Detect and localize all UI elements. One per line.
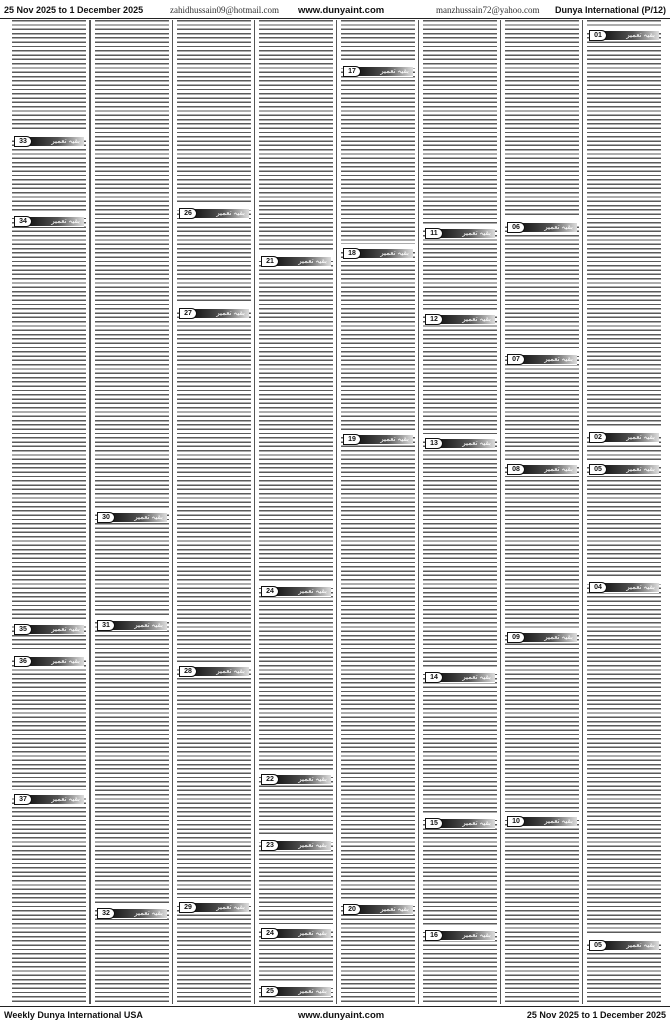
marker-label: بقیہ تعمیر <box>51 217 80 225</box>
marker-label: بقیہ تعمیر <box>298 987 327 995</box>
continuation-marker <box>179 666 249 677</box>
header-title: Dunya International (P/12) <box>554 5 666 15</box>
marker-label: بقیہ تعمیر <box>462 439 491 447</box>
continuation-marker <box>14 136 84 147</box>
header-website[interactable]: www.dunyaint.com <box>298 5 385 16</box>
marker-label: بقیہ تعمیر <box>380 435 409 443</box>
marker-label: بقیہ تعمیر <box>51 625 80 633</box>
article-columns <box>6 20 664 1004</box>
continuation-marker <box>261 586 331 597</box>
continuation-marker <box>425 314 495 325</box>
continuation-marker <box>589 432 659 443</box>
continuation-marker <box>589 582 659 593</box>
marker-number: 35 <box>14 624 32 635</box>
marker-label: بقیہ تعمیر <box>626 433 655 441</box>
marker-label: بقیہ تعمیر <box>544 817 573 825</box>
marker-label: بقیہ تعمیر <box>462 673 491 681</box>
marker-label: بقیہ تعمیر <box>216 667 245 675</box>
marker-number: 12 <box>425 314 443 325</box>
text-column <box>500 20 582 1004</box>
continuation-marker <box>261 774 331 785</box>
continuation-marker <box>261 986 331 997</box>
marker-number: 13 <box>425 438 443 449</box>
continuation-marker <box>261 256 331 267</box>
marker-number: 01 <box>589 30 607 41</box>
marker-number: 30 <box>97 512 115 523</box>
marker-label: بقیہ تعمیر <box>626 31 655 39</box>
marker-number: 22 <box>261 774 279 785</box>
marker-label: بقیہ تعمیر <box>134 909 163 917</box>
marker-label: بقیہ تعمیر <box>216 309 245 317</box>
marker-number: 29 <box>179 902 197 913</box>
continuation-marker <box>589 940 659 951</box>
footer-publication: Weekly Dunya International USA <box>4 1010 143 1020</box>
marker-label: بقیہ تعمیر <box>462 315 491 323</box>
marker-number: 32 <box>97 908 115 919</box>
marker-number: 11 <box>425 228 443 239</box>
marker-label: بقیہ تعمیر <box>462 229 491 237</box>
marker-label: بقیہ تعمیر <box>544 633 573 641</box>
marker-label: بقیہ تعمیر <box>544 355 573 363</box>
marker-number: 05 <box>589 464 607 475</box>
marker-label: بقیہ تعمیر <box>462 931 491 939</box>
marker-number: 37 <box>14 794 32 805</box>
continuation-marker <box>589 464 659 475</box>
continuation-marker <box>14 794 84 805</box>
continuation-marker <box>343 434 413 445</box>
marker-label: بقیہ تعمیر <box>380 249 409 257</box>
marker-label: بقیہ تعمیر <box>51 657 80 665</box>
continuation-marker <box>425 672 495 683</box>
marker-label: بقیہ تعمیر <box>298 929 327 937</box>
page-header <box>0 2 670 19</box>
marker-label: بقیہ تعمیر <box>51 795 80 803</box>
marker-label: بقیہ تعمیر <box>134 621 163 629</box>
continuation-marker <box>179 308 249 319</box>
marker-number: 07 <box>507 354 525 365</box>
continuation-marker <box>507 816 577 827</box>
continuation-marker <box>343 248 413 259</box>
continuation-marker <box>261 928 331 939</box>
text-column <box>582 20 664 1004</box>
continuation-marker <box>343 66 413 77</box>
marker-number: 24 <box>261 928 279 939</box>
marker-label: بقیہ تعمیر <box>298 775 327 783</box>
marker-number: 28 <box>179 666 197 677</box>
header-email-1[interactable]: zahidhussain09@hotmail.com <box>170 5 280 15</box>
marker-number: 09 <box>507 632 525 643</box>
text-column <box>172 20 254 1004</box>
marker-number: 31 <box>97 620 115 631</box>
marker-label: بقیہ تعمیر <box>626 465 655 473</box>
marker-number: 24 <box>261 586 279 597</box>
marker-number: 02 <box>589 432 607 443</box>
marker-number: 21 <box>261 256 279 267</box>
marker-number: 27 <box>179 308 197 319</box>
marker-number: 16 <box>425 930 443 941</box>
text-column <box>418 20 500 1004</box>
marker-label: بقیہ تعمیر <box>544 223 573 231</box>
marker-number: 17 <box>343 66 361 77</box>
continuation-marker <box>425 818 495 829</box>
continuation-marker <box>425 228 495 239</box>
text-column <box>90 20 172 1004</box>
continuation-marker <box>97 620 167 631</box>
marker-label: بقیہ تعمیر <box>626 583 655 591</box>
marker-label: بقیہ تعمیر <box>544 465 573 473</box>
page-footer <box>0 1006 670 1023</box>
continuation-marker <box>14 656 84 667</box>
marker-label: بقیہ تعمیر <box>134 513 163 521</box>
continuation-marker <box>507 632 577 643</box>
continuation-marker <box>507 464 577 475</box>
footer-date: 25 Nov 2025 to 1 December 2025 <box>526 1010 666 1020</box>
marker-label: بقیہ تعمیر <box>626 941 655 949</box>
continuation-marker <box>97 512 167 523</box>
continuation-marker <box>179 902 249 913</box>
header-email-2[interactable]: manzhussain72@yahoo.com <box>436 5 540 15</box>
marker-number: 06 <box>507 222 525 233</box>
marker-number: 33 <box>14 136 32 147</box>
marker-label: بقیہ تعمیر <box>298 587 327 595</box>
marker-number: 34 <box>14 216 32 227</box>
continuation-marker <box>343 904 413 915</box>
footer-website[interactable]: www.dunyaint.com <box>298 1010 385 1021</box>
marker-number: 19 <box>343 434 361 445</box>
marker-number: 15 <box>425 818 443 829</box>
continuation-marker <box>14 216 84 227</box>
continuation-marker <box>507 354 577 365</box>
continuation-marker <box>425 930 495 941</box>
text-column <box>8 20 90 1004</box>
header-date: 25 Nov 2025 to 1 December 2025 <box>4 5 144 15</box>
marker-number: 08 <box>507 464 525 475</box>
continuation-marker <box>507 222 577 233</box>
continuation-marker <box>14 624 84 635</box>
marker-label: بقیہ تعمیر <box>298 841 327 849</box>
text-column <box>254 20 336 1004</box>
marker-number: 14 <box>425 672 443 683</box>
text-column <box>336 20 418 1004</box>
marker-number: 04 <box>589 582 607 593</box>
continuation-marker <box>179 208 249 219</box>
continuation-marker <box>97 908 167 919</box>
marker-label: بقیہ تعمیر <box>51 137 80 145</box>
marker-number: 23 <box>261 840 279 851</box>
marker-number: 20 <box>343 904 361 915</box>
marker-label: بقیہ تعمیر <box>298 257 327 265</box>
marker-number: 18 <box>343 248 361 259</box>
marker-label: بقیہ تعمیر <box>216 903 245 911</box>
marker-label: بقیہ تعمیر <box>380 67 409 75</box>
continuation-marker <box>589 30 659 41</box>
continuation-marker <box>425 438 495 449</box>
marker-label: بقیہ تعمیر <box>462 819 491 827</box>
continuation-marker <box>261 840 331 851</box>
marker-number: 10 <box>507 816 525 827</box>
marker-label: بقیہ تعمیر <box>216 209 245 217</box>
marker-number: 26 <box>179 208 197 219</box>
marker-number: 05 <box>589 940 607 951</box>
marker-label: بقیہ تعمیر <box>380 905 409 913</box>
marker-number: 36 <box>14 656 32 667</box>
marker-number: 25 <box>261 986 279 997</box>
